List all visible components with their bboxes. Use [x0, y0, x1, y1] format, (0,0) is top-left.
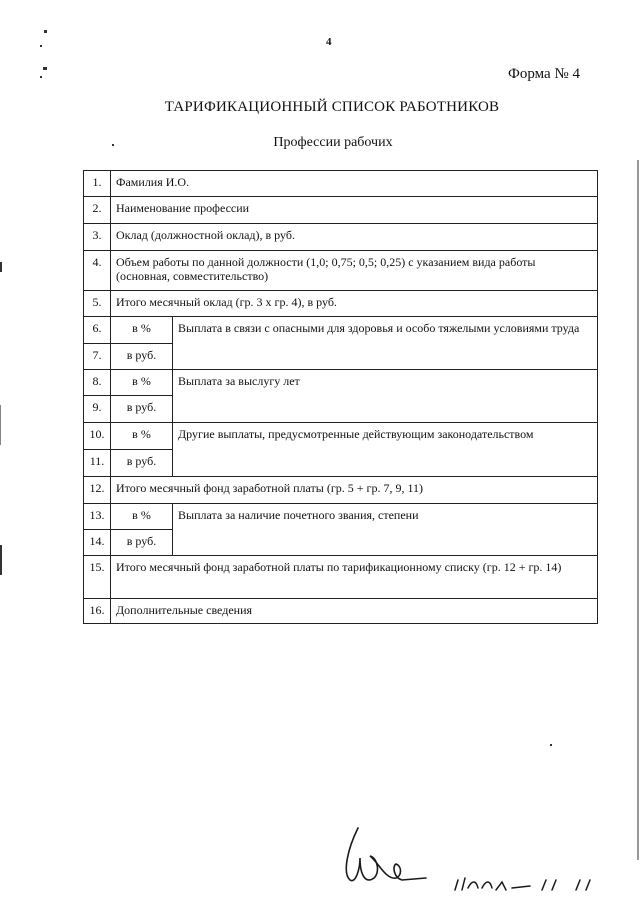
document-title: ТАРИФИКАЦИОННЫЙ СПИСОК РАБОТНИКОВ — [164, 99, 500, 115]
scan-edge-mark — [0, 545, 2, 575]
unit-cell: в руб. — [111, 344, 173, 370]
table-row — [84, 599, 598, 624]
table-row — [84, 197, 598, 224]
scan-edge-mark — [0, 405, 1, 445]
row-text: Оклад (должностной оклад), в руб. — [111, 224, 598, 251]
row-number: 8. — [84, 370, 111, 396]
row-number: 4. — [84, 251, 111, 291]
row-number: 11. — [84, 450, 111, 477]
row-number: 9. — [84, 396, 111, 423]
scan-speck — [112, 144, 114, 146]
row-number: 13. — [84, 504, 111, 530]
scan-speck — [550, 744, 552, 746]
table-row — [84, 224, 598, 251]
table-row — [84, 370, 598, 396]
row-text: Наименование профессии — [111, 197, 598, 224]
table-row — [84, 251, 598, 291]
row-number: 1. — [84, 171, 111, 197]
row-text: Фамилия И.О. — [111, 171, 598, 197]
scan-speck — [44, 30, 47, 33]
unit-cell: в % — [111, 504, 173, 530]
row-number: 6. — [84, 317, 111, 344]
row-number: 5. — [84, 291, 111, 317]
row-text: Итого месячный оклад (гр. 3 х гр. 4), в руб. — [111, 291, 598, 317]
scan-speck — [40, 45, 42, 47]
table-row — [84, 423, 598, 450]
unit-cell: в руб. — [111, 396, 173, 423]
unit-cell: в % — [111, 317, 173, 344]
scan-speck — [40, 76, 42, 78]
table-row — [84, 556, 598, 599]
table-row — [84, 504, 598, 530]
table-row — [84, 317, 598, 344]
scan-edge-mark — [0, 262, 2, 272]
form-label: Форма № 4 — [508, 66, 580, 82]
row-number: 12. — [84, 477, 111, 504]
row-text: Другие выплаты, предусмотренные действующим законодательством — [173, 423, 598, 477]
unit-cell: в % — [111, 370, 173, 396]
row-text: Выплата в связи с опасными для здоровья и особо тяжелыми условиями труда — [173, 317, 598, 370]
row-number: 15. — [84, 556, 111, 599]
handwritten-signature — [330, 818, 610, 898]
table-row — [84, 477, 598, 504]
row-text: Объем работы по данной должности (1,0; 0,75; 0,5; 0,25) с указанием вида работы (основная, совместительство) — [111, 251, 598, 291]
row-number: 3. — [84, 224, 111, 251]
scan-edge-mark — [637, 160, 639, 860]
row-number: 14. — [84, 530, 111, 556]
document-subtitle: Профессии рабочих — [273, 135, 393, 150]
tariff-form-table — [83, 170, 598, 624]
scan-speck — [43, 67, 47, 70]
unit-cell: в руб. — [111, 530, 173, 556]
table-row — [84, 171, 598, 197]
unit-cell: в % — [111, 423, 173, 450]
row-number: 2. — [84, 197, 111, 224]
row-text: Итого месячный фонд заработной платы (гр. 5 + гр. 7, 9, 11) — [111, 477, 598, 504]
row-text: Итого месячный фонд заработной платы по тарификационному списку (гр. 12 + гр. 14) — [111, 556, 598, 599]
row-text: Выплата за наличие почетного звания, степени — [173, 504, 598, 556]
unit-cell: в руб. — [111, 450, 173, 477]
row-text: Дополнительные сведения — [111, 599, 598, 624]
row-number: 10. — [84, 423, 111, 450]
table-row — [84, 291, 598, 317]
page-number: 4 — [326, 36, 332, 48]
row-number: 7. — [84, 344, 111, 370]
row-text: Выплата за выслугу лет — [173, 370, 598, 423]
row-number: 16. — [84, 599, 111, 624]
